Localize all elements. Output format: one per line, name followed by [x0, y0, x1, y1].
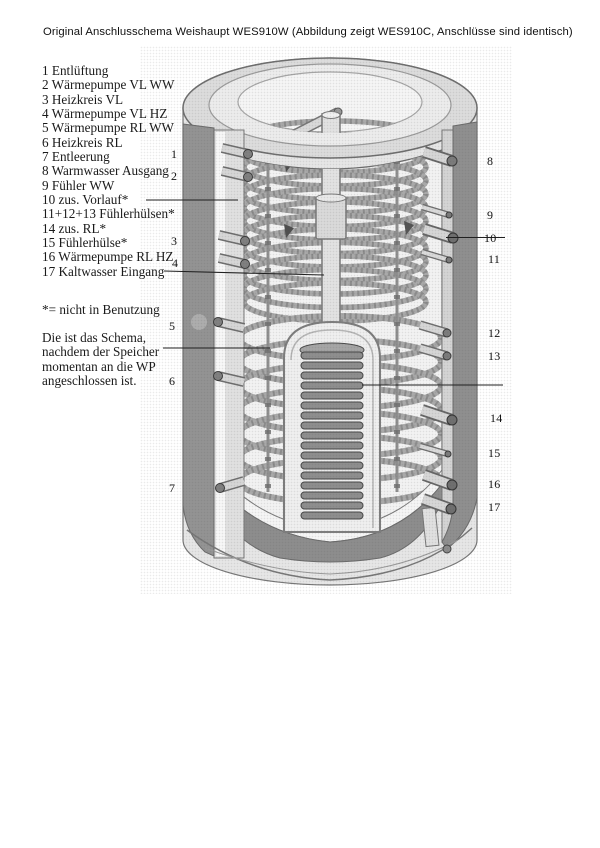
callout-3: 3 — [171, 234, 178, 248]
callout-10: 10 — [484, 231, 497, 245]
callout-8: 8 — [487, 154, 494, 168]
callout-12: 12 — [488, 326, 501, 340]
legend-item-1: 1 Entlüftung — [42, 63, 109, 78]
legend-item-6: 6 Heizkreis RL — [42, 134, 123, 150]
callout-4: 4 — [172, 256, 179, 270]
schema-note-line: angeschlossen ist. — [42, 373, 137, 389]
legend-item-14: 14 zus. RL* — [42, 220, 107, 236]
legend-item-7: 7 Entleerung — [42, 149, 110, 165]
schema-note-line: momentan an die WP — [42, 358, 156, 374]
legend-item-11-12-13: 11+12+13 Fühlerhülsen* — [42, 206, 175, 222]
callout-5: 5 — [169, 319, 176, 333]
callout-16: 16 — [488, 477, 501, 491]
legend-item-4: 4 Wärmepumpe VL HZ — [42, 106, 168, 122]
callout-17: 17 — [488, 500, 501, 514]
legend-item-16: 16 Wärmepumpe RL HZ — [42, 249, 174, 265]
legend-item-9: 9 Fühler WW — [42, 177, 115, 193]
callout-14: 14 — [490, 411, 503, 425]
asterisk-note: *= nicht in Benutzung — [42, 302, 160, 317]
page-title: Original Anschlusschema Weishaupt WES910W (Abbildung zeigt WES910C, Anschlüsse sind identisch) — [43, 26, 573, 38]
legend-item-10: 10 zus. Vorlauf* — [42, 192, 129, 208]
callout-11: 11 — [488, 252, 501, 266]
callout-13: 13 — [488, 349, 501, 363]
callout-1: 1 — [171, 147, 178, 161]
legend-item-8: 8 Warmwasser Ausgang — [42, 163, 169, 179]
legend-item-2: 2 Wärmepumpe VL WW — [42, 77, 175, 93]
callout-9: 9 — [487, 208, 494, 222]
callout-7: 7 — [169, 481, 176, 495]
callout-2: 2 — [171, 169, 178, 183]
callout-6: 6 — [169, 374, 176, 388]
schema-note-line: Die ist das Schema, — [42, 330, 147, 345]
legend-item-17: 17 Kaltwasser Eingang — [42, 263, 165, 279]
legend-item-3: 3 Heizkreis VL — [42, 91, 124, 107]
legend-item-15: 15 Fühlerhülse* — [42, 235, 128, 251]
legend-item-5: 5 Wärmepumpe RL WW — [42, 120, 174, 136]
schema-note-line: nachdem der Speicher — [42, 344, 160, 360]
callout-15: 15 — [488, 446, 501, 460]
